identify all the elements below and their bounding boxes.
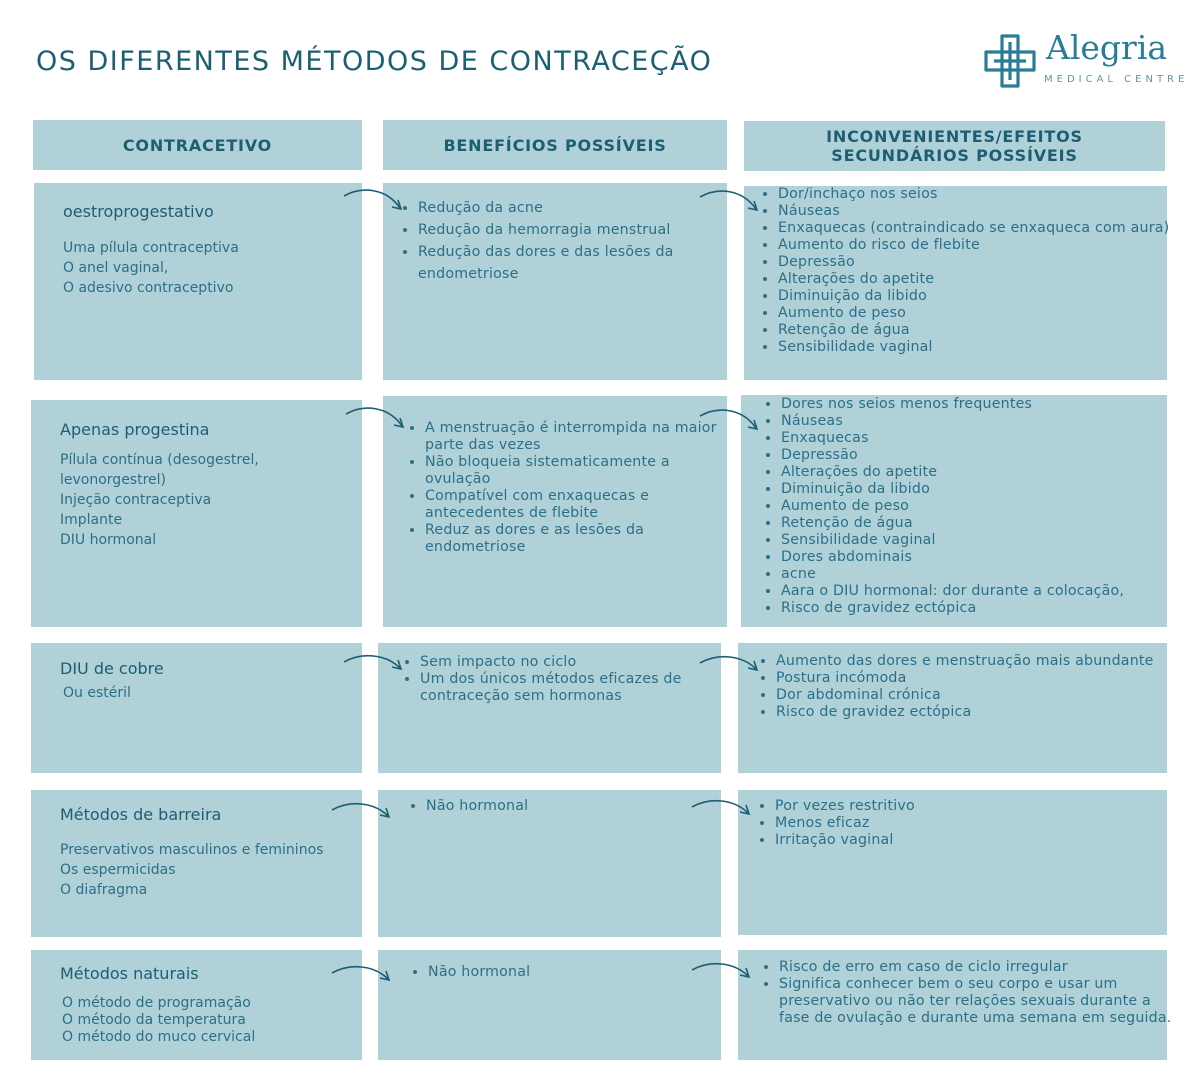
arrow-icon bbox=[698, 406, 762, 438]
drawback-item: • Alterações do apetite bbox=[778, 271, 1178, 288]
row-4-drawbacks-cell bbox=[738, 790, 1167, 935]
drawback-item: • Dor abdominal crónica bbox=[776, 687, 1156, 704]
row-2-benefits-cell bbox=[383, 396, 727, 627]
benefit-item: • Compatível com enxaquecas e antecedentes de flebite bbox=[425, 488, 725, 522]
logo-name: Alegria bbox=[1046, 28, 1168, 67]
drawback-item: • Sensibilidade vaginal bbox=[781, 532, 1183, 549]
row-4-methods bbox=[60, 840, 323, 900]
benefit-item: • Não hormonal bbox=[426, 798, 726, 815]
drawback-item: • Enxaquecas bbox=[781, 430, 1183, 447]
cross-knot-icon bbox=[984, 34, 1036, 88]
drawback-item: • Aumento de peso bbox=[778, 305, 1178, 322]
benefit-item: • Sem impacto no ciclo bbox=[420, 654, 738, 671]
drawback-item: • Dor/inchaço nos seios bbox=[778, 186, 1178, 203]
drawback-item: • Risco de gravidez ectópica bbox=[781, 600, 1183, 617]
row-3-contraceptive-cell bbox=[31, 643, 362, 773]
arrow-icon bbox=[690, 797, 754, 829]
arrow-icon bbox=[344, 404, 408, 436]
header-contraceptive bbox=[33, 120, 362, 170]
row-1-benefits-list bbox=[398, 197, 738, 285]
row-2-benefits-list bbox=[405, 420, 725, 556]
row-3-benefits-list bbox=[400, 654, 738, 705]
drawback-item: • Depressão bbox=[781, 447, 1183, 464]
row-3-benefits-cell bbox=[378, 643, 721, 773]
page-title: OS DIFERENTES MÉTODOS DE CONTRACEÇÃO bbox=[36, 46, 713, 77]
brand-logo bbox=[984, 28, 1189, 92]
drawback-item: • Risco de erro em caso de ciclo irregular bbox=[779, 959, 1181, 976]
benefit-item: • Redução da hemorragia menstrual bbox=[418, 219, 738, 241]
benefit-item: • Não hormonal bbox=[428, 964, 728, 981]
row-4-method: Preservativos masculinos e femininos bbox=[60, 842, 324, 858]
row-3-methods bbox=[63, 683, 131, 703]
row-4-method: Os espermicidas bbox=[60, 862, 176, 878]
drawback-item: • Menos eficaz bbox=[775, 815, 1155, 832]
row-5-method: O método da temperatura bbox=[62, 1012, 246, 1028]
row-3-method: Ou estéril bbox=[63, 685, 131, 701]
drawback-item: • Aara o DIU hormonal: dor durante a colocação, bbox=[781, 583, 1183, 600]
drawback-item: • Risco de gravidez ectópica bbox=[776, 704, 1156, 721]
drawback-item: • Irritação vaginal bbox=[775, 832, 1155, 849]
drawback-item: • Aumento das dores e menstruação mais abundante bbox=[776, 653, 1156, 670]
row-5-method: O método do muco cervical bbox=[62, 1029, 256, 1045]
row-2-name: Apenas progestina bbox=[60, 420, 210, 439]
arrow-icon bbox=[330, 963, 394, 995]
row-1-drawbacks-list bbox=[758, 186, 1178, 356]
row-2-methods bbox=[60, 450, 259, 550]
arrow-icon bbox=[698, 187, 762, 219]
row-1-method: Uma pílula contraceptiva bbox=[63, 240, 239, 256]
drawback-item: • Náuseas bbox=[781, 413, 1183, 430]
row-5-method: O método de programação bbox=[62, 995, 251, 1011]
row-2-method: Pílula contínua (desogestrel, bbox=[60, 452, 259, 468]
row-5-name: Métodos naturais bbox=[60, 964, 199, 983]
row-4-benefits-list bbox=[406, 798, 726, 815]
arrow-icon bbox=[690, 960, 754, 992]
drawback-item: • Significa conhecer bem o seu corpo e usar um preservativo ou não ter relações sexuais durante a fase de ovulação e durante uma semana em seguida. bbox=[779, 976, 1181, 1027]
row-5-benefits-list bbox=[408, 964, 728, 981]
drawback-item: • Aumento do risco de flebite bbox=[778, 237, 1178, 254]
header-drawbacks-line1: INCONVENIENTES/EFEITOS bbox=[826, 127, 1083, 146]
row-1-method: O adesivo contraceptivo bbox=[63, 280, 234, 296]
drawback-item: • Depressão bbox=[778, 254, 1178, 271]
benefit-item: • Um dos únicos métodos eficazes de contraceção sem hormonas bbox=[420, 671, 738, 705]
row-3-drawbacks-list bbox=[756, 653, 1156, 721]
drawback-item: • Náuseas bbox=[778, 203, 1178, 220]
drawback-item: • Enxaquecas (contraindicado se enxaqueca com aura) bbox=[778, 220, 1178, 237]
drawback-item: • Dores nos seios menos frequentes bbox=[781, 396, 1183, 413]
header-benefits bbox=[383, 120, 727, 170]
row-2-method: Injeção contraceptiva bbox=[60, 492, 212, 508]
row-5-drawbacks-cell bbox=[738, 950, 1172, 1060]
arrow-icon bbox=[342, 186, 406, 218]
row-1-name: oestroprogestativo bbox=[63, 202, 214, 221]
benefit-item: • Redução da acne bbox=[418, 197, 738, 219]
row-1-benefits-cell bbox=[383, 183, 727, 380]
drawback-item: • Por vezes restritivo bbox=[775, 798, 1155, 815]
row-2-drawbacks-list bbox=[761, 396, 1183, 617]
drawback-item: • Diminuição da libido bbox=[778, 288, 1178, 305]
drawback-item: • Retenção de água bbox=[778, 322, 1178, 339]
drawback-item: • Aumento de peso bbox=[781, 498, 1183, 515]
header-drawbacks bbox=[744, 121, 1165, 171]
row-4-name: Métodos de barreira bbox=[60, 805, 222, 824]
arrow-icon bbox=[342, 652, 406, 684]
drawback-item: • Sensibilidade vaginal bbox=[778, 339, 1178, 356]
drawback-item: • Dores abdominais bbox=[781, 549, 1183, 566]
row-5-benefits-cell bbox=[378, 950, 721, 1060]
benefit-item: • Redução das dores e das lesões da endometriose bbox=[418, 241, 738, 285]
logo-subtitle: MEDICAL CENTRE bbox=[1044, 74, 1189, 85]
row-2-contraceptive-cell bbox=[31, 400, 362, 627]
drawback-item: • Alterações do apetite bbox=[781, 464, 1183, 481]
header-drawbacks-line2: SECUNDÁRIOS POSSÍVEIS bbox=[831, 146, 1078, 165]
row-2-method: Implante bbox=[60, 512, 123, 528]
header-benefits-label: BENEFÍCIOS POSSÍVEIS bbox=[443, 135, 667, 155]
drawback-item: • Postura incómoda bbox=[776, 670, 1156, 687]
row-1-contraceptive-cell bbox=[34, 183, 362, 380]
row-4-method: O diafragma bbox=[60, 882, 148, 898]
header-contraceptive-label: CONTRACETIVO bbox=[122, 135, 273, 155]
row-3-name: DIU de cobre bbox=[60, 659, 164, 678]
benefit-item: • Reduz as dores e as lesões da endometriose bbox=[425, 522, 725, 556]
row-1-methods bbox=[63, 238, 239, 298]
arrow-icon bbox=[698, 653, 762, 685]
row-3-drawbacks-cell bbox=[738, 643, 1167, 773]
row-4-drawbacks-list bbox=[755, 798, 1155, 849]
benefit-item: • Não bloqueia sistematicamente a ovulação bbox=[425, 454, 725, 488]
row-5-methods bbox=[62, 995, 255, 1046]
row-4-contraceptive-cell bbox=[31, 790, 362, 937]
drawback-item: • Diminuição da libido bbox=[781, 481, 1183, 498]
drawback-item: • acne bbox=[781, 566, 1183, 583]
row-2-method: DIU hormonal bbox=[60, 532, 157, 548]
row-1-drawbacks-cell bbox=[744, 186, 1170, 380]
row-5-drawbacks-list bbox=[759, 959, 1181, 1027]
row-2-drawbacks-cell bbox=[741, 395, 1167, 627]
row-1-method: O anel vaginal, bbox=[63, 260, 169, 276]
row-2-method: levonorgestrel) bbox=[60, 472, 166, 488]
row-4-benefits-cell bbox=[378, 790, 721, 937]
row-5-contraceptive-cell bbox=[31, 950, 362, 1060]
drawback-item: • Retenção de água bbox=[781, 515, 1183, 532]
arrow-icon bbox=[330, 800, 394, 832]
benefit-item: • A menstruação é interrompida na maior parte das vezes bbox=[425, 420, 725, 454]
